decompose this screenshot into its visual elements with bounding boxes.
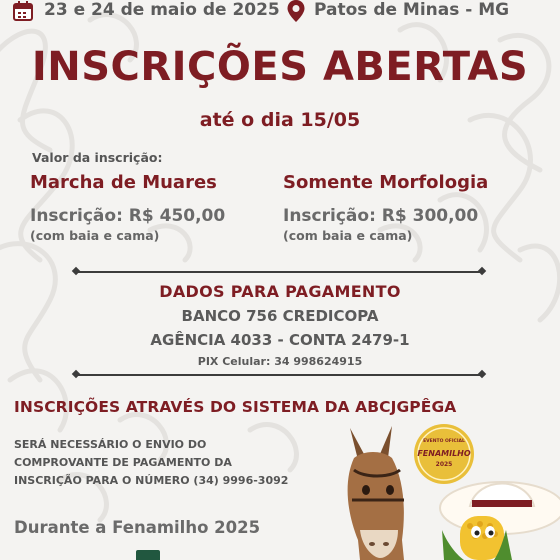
calendar-icon xyxy=(12,0,34,22)
registration-deadline: até o dia 15/05 xyxy=(199,109,361,131)
mascot-illustration xyxy=(330,420,560,560)
divider-bottom xyxy=(76,374,482,376)
mule-illustration xyxy=(348,426,404,560)
payment-pix: PIX Celular: 34 998624915 xyxy=(197,355,363,368)
notice-line: INSCRIÇÃO PARA O NÚMERO (34) 9996-3092 xyxy=(14,474,289,487)
event-header xyxy=(0,0,560,26)
event-date: 23 e 24 de maio de 2025 xyxy=(44,0,280,20)
notice-line: SERÁ NECESSÁRIO O ENVIO DO xyxy=(14,438,207,451)
green-logo-fragment xyxy=(136,550,160,560)
payment-agency-account: AGÊNCIA 4033 - CONTA 2479-1 xyxy=(150,331,410,349)
fee-category-morfologia xyxy=(283,172,488,243)
category-price: Inscrição: R$ 450,00 xyxy=(30,206,226,226)
badge-year-text: 2025 xyxy=(435,461,453,468)
category-name: Marcha de Muares xyxy=(30,172,217,193)
payment-title: DADOS PARA PAGAMENTO xyxy=(159,282,401,301)
notice-line: COMPROVANTE DE PAGAMENTO DA xyxy=(14,456,232,469)
divider-top xyxy=(76,271,482,273)
event-location: Patos de Minas - MG xyxy=(314,0,510,20)
category-name: Somente Morfologia xyxy=(283,172,489,193)
category-note: (com baia e cama) xyxy=(283,228,413,243)
payment-bank: BANCO 756 CREDICOPA xyxy=(181,307,379,325)
system-registration-title: INSCRIÇÕES ATRAVÉS DO SISTEMA DA ABCJGPÊGA xyxy=(14,398,457,416)
category-price: Inscrição: R$ 300,00 xyxy=(283,206,479,226)
fee-caption: Valor da inscrição: xyxy=(32,150,163,165)
badge-top-text: EVENTO OFICIAL xyxy=(423,439,465,444)
corn-mascot-illustration xyxy=(440,482,560,560)
fenamilho-badge xyxy=(414,424,474,484)
category-note: (com baia e cama) xyxy=(30,228,160,243)
badge-name-text: FENAMILHO xyxy=(417,449,471,458)
fee-category-muares xyxy=(30,172,225,243)
during-event-text: Durante a Fenamilho 2025 xyxy=(14,518,261,537)
page-title: INSCRIÇÕES ABERTAS xyxy=(31,44,529,90)
map-pin-icon xyxy=(286,0,306,23)
